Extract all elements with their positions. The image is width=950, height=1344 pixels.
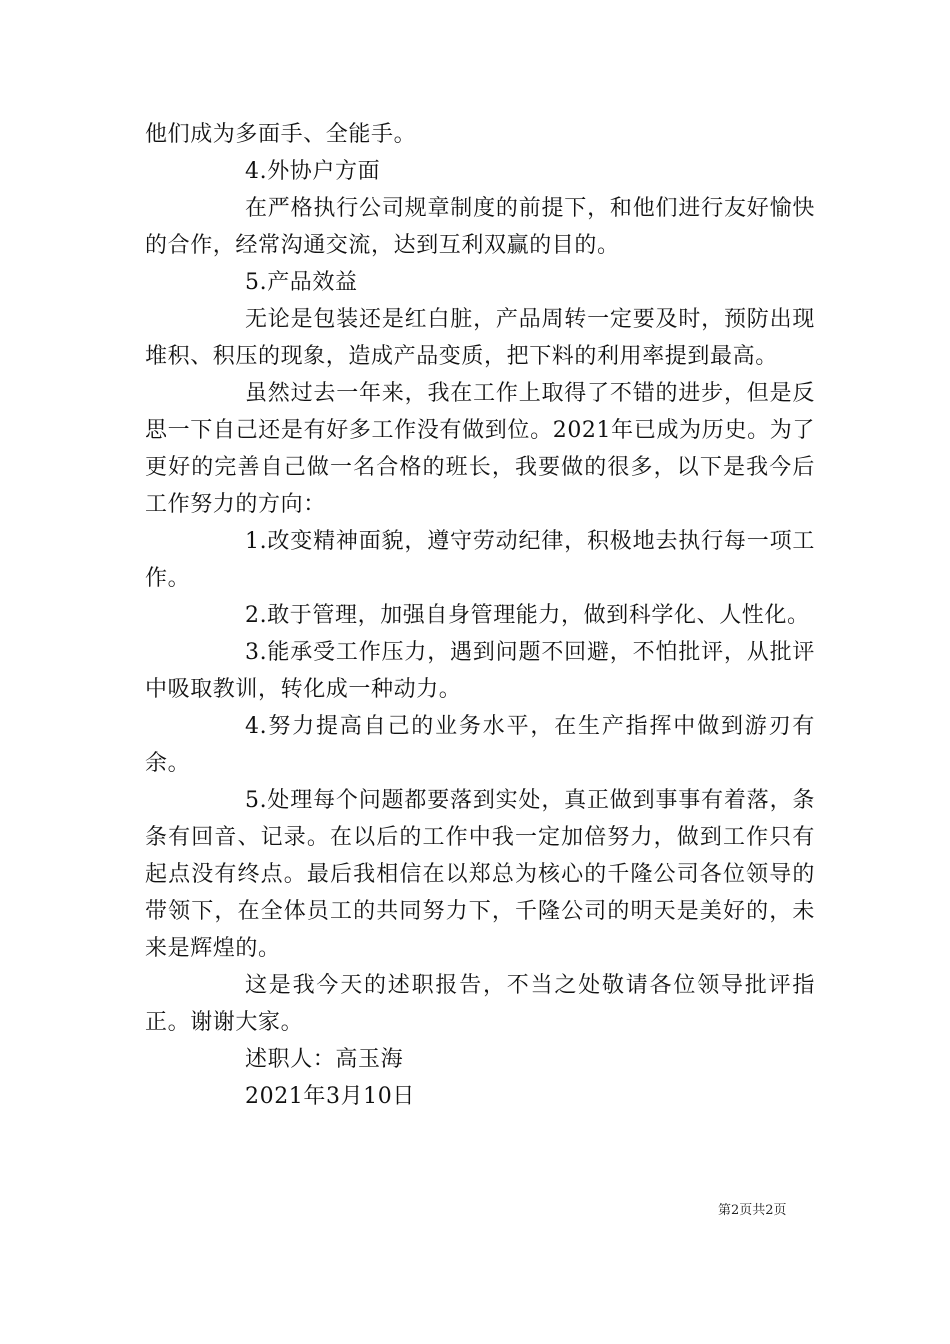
paragraph-external-partners: 在严格执行公司规章制度的前提下，和他们进行友好愉快的合作，经常沟通交流，达到互利双赢的目的。 bbox=[145, 196, 815, 258]
paragraph-product-benefit: 无论是包装还是红白脏，产品周转一定要及时，预防出现堆积、积压的现象，造成产品变质，把下料的利用率提到最高。 bbox=[145, 307, 815, 369]
document-body bbox=[145, 116, 815, 1115]
section-heading-external-partners: 4.外协户方面 bbox=[245, 159, 381, 184]
page-footer: 第2页共2页 bbox=[718, 1203, 787, 1218]
goal-item-3: 3.能承受工作压力，遇到问题不回避，不怕批评，从批评中吸取教训，转化成一种动力。 bbox=[145, 640, 815, 702]
section-heading-product-benefit: 5.产品效益 bbox=[245, 270, 358, 295]
paragraph-continuation: 他们成为多面手、全能手。 bbox=[145, 122, 417, 147]
goal-item-2: 2.敢于管理，加强自身管理能力，做到科学化、人性化。 bbox=[245, 603, 810, 628]
paragraph-reflection: 虽然过去一年来，我在工作上取得了不错的进步，但是反思一下自己还是有好多工作没有做到位。2021年已成为历史。为了更好的完善自己做一名合格的班长，我要做的很多，以下是我今后工作努力的方向： bbox=[145, 381, 815, 517]
closing-paragraph: 这是我今天的述职报告，不当之处敬请各位领导批评指正。谢谢大家。 bbox=[145, 973, 815, 1035]
goal-item-4: 4.努力提高自己的业务水平，在生产指挥中做到游刃有余。 bbox=[145, 714, 815, 776]
report-date: 2021年3月10日 bbox=[245, 1084, 415, 1109]
reporter-signature: 述职人：高玉海 bbox=[245, 1047, 404, 1072]
goal-item-1: 1.改变精神面貌，遵守劳动纪律，积极地去执行每一项工作。 bbox=[145, 529, 815, 591]
goal-item-5: 5.处理每个问题都要落到实处，真正做到事事有着落，条条有回音、记录。在以后的工作中我一定加倍努力，做到工作只有起点没有终点。最后我相信在以郑总为核心的千隆公司各位领导的带领下，在全体员工的共同努力下，千隆公司的明天是美好的，未来是辉煌的。 bbox=[145, 788, 815, 961]
